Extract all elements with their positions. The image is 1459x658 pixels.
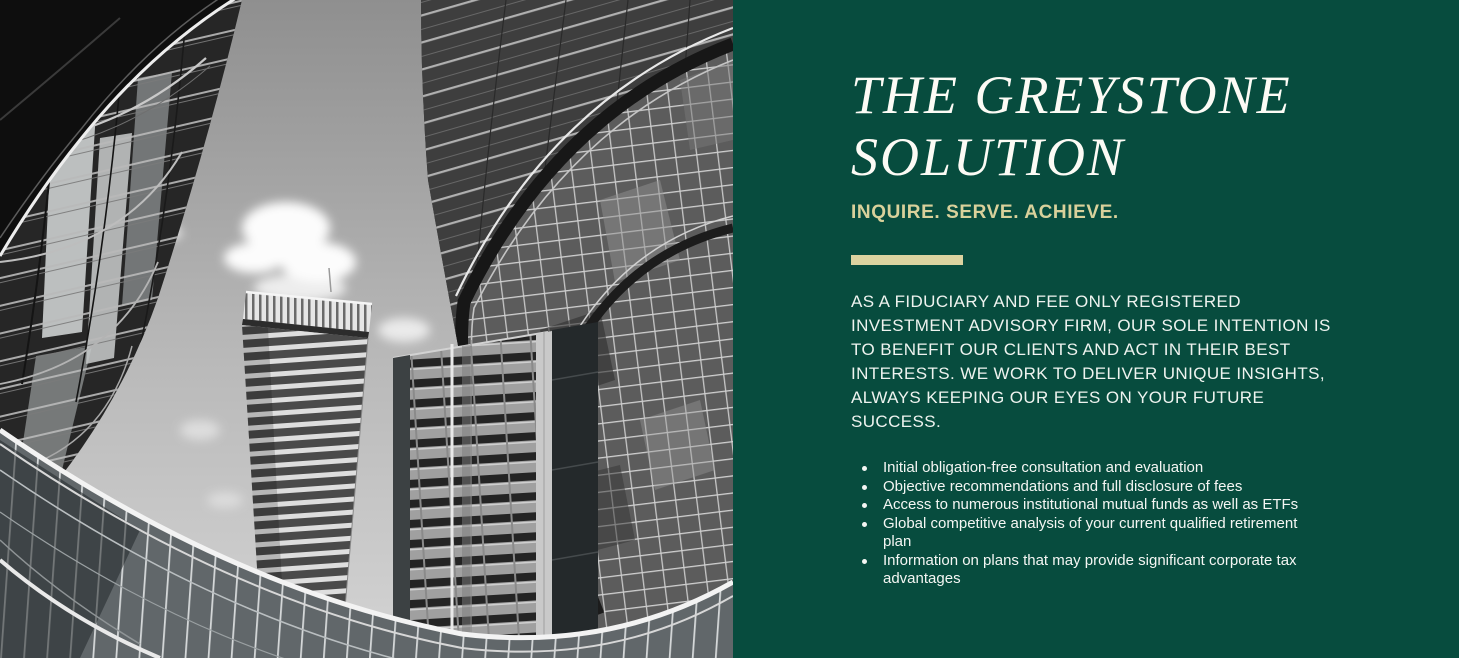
gold-divider-bar [851, 255, 963, 265]
list-item-label: Objective recommendations and full disclosure of fees [883, 477, 1243, 495]
list-item [860, 496, 1315, 515]
list-item-label: Access to numerous institutional mutual funds as well as ETFs [883, 496, 1299, 513]
tagline: INQUIRE. SERVE. ACHIEVE. [851, 202, 1119, 223]
list-item [860, 459, 1315, 478]
bullet-dot-icon [862, 559, 867, 564]
list-item [860, 515, 1315, 552]
page-title: THE GREYSTONE SOLUTION [851, 65, 1292, 187]
intro-paragraph: AS A FIDUCIARY AND FEE ONLY REGISTERED INVESTMENT ADVISORY FIRM, OUR SOLE INTENTION IS TO BENEFIT OUR CLIENTS AND ACT IN THEIR BEST INTERESTS. WE WORK TO DELIVER UNIQUE INSIGHTS, ALWAYS KEEPING OUR EYES ON YOUR FUTURE SUCCESS. [851, 292, 1331, 431]
list-item-label: Initial obligation-free consultation and evaluation [883, 459, 1204, 476]
list-item-label: Information on plans that may provide significant corporate tax advantages [883, 551, 1297, 587]
bullet-dot-icon [862, 522, 867, 527]
bullet-dot-icon [862, 503, 867, 508]
benefits-list [860, 459, 1315, 589]
bullet-dot-icon [862, 485, 867, 490]
list-item-label: Global competitive analysis of your current qualified retirement plan [883, 514, 1298, 550]
list-item [860, 478, 1315, 497]
bullet-dot-icon [862, 466, 867, 471]
mid-facade [393, 322, 598, 658]
list-item [860, 552, 1315, 589]
content-panel [733, 0, 1459, 658]
